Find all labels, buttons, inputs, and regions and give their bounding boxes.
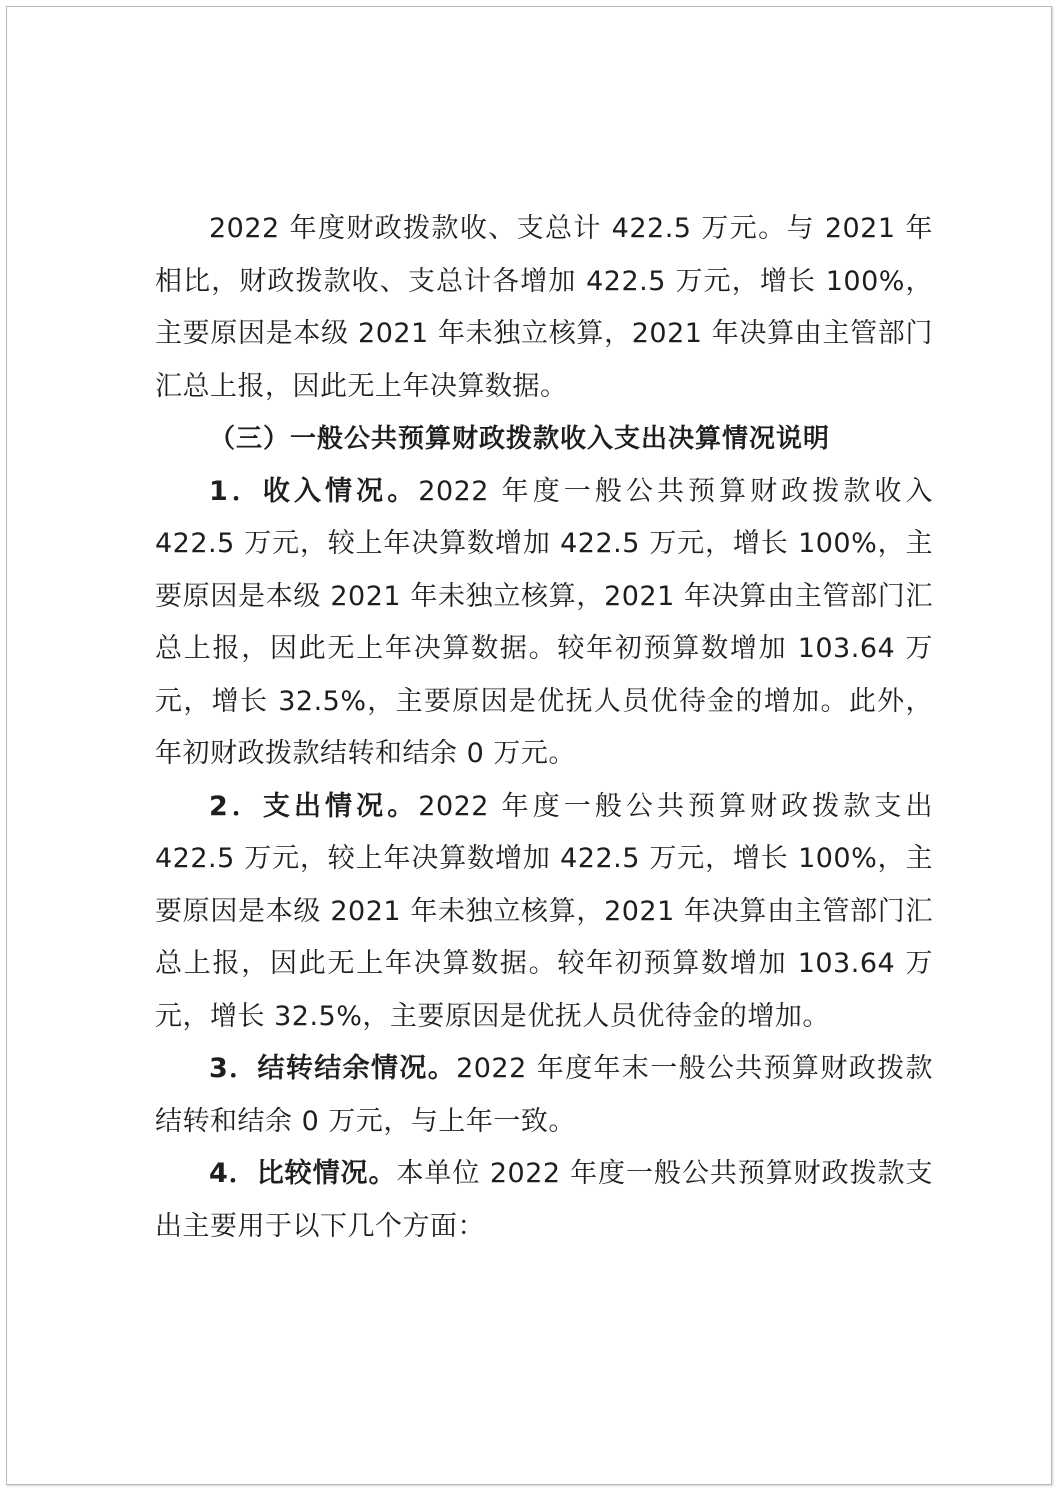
item-expenditure xyxy=(155,781,933,1044)
item-carryover xyxy=(155,1043,933,1148)
item-income-text: 2022 年度一般公共预算财政拨款收入 422.5 万元，较上年决算数增加 422.5 万元，增长 100%，主要原因是本级 2021 年未独立核算，2021 年决算由主管部门汇总上报，因此无上年决算数据。较年初预算数增加 103.64 万元，增长 32.5%，主要原因是优抚人员优待金的增加。此外，年初财政拨款结转和结余 0 万元。 xyxy=(155,475,933,769)
page xyxy=(6,6,1052,1485)
document-body xyxy=(155,203,933,1253)
summary-text: 2022 年度财政拨款收、支总计 422.5 万元。与 2021 年相比，财政拨款收、支总计各增加 422.5 万元，增长 100%，主要原因是本级 2021 年未独立核算，2021 年决算由主管部门汇总上报，因此无上年决算数据。 xyxy=(155,213,933,402)
item-carryover-lead: 3．结转结余情况。 xyxy=(209,1053,457,1084)
summary-paragraph xyxy=(155,203,933,413)
item-income xyxy=(155,466,933,781)
item-expenditure-lead: 2．支出情况。 xyxy=(209,790,419,822)
item-comparison xyxy=(155,1148,933,1253)
item-income-lead: 1．收入情况。 xyxy=(209,475,419,507)
item-carryover-text: 2022 年度年末一般公共预算财政拨款结转和结余 0 万元，与上年一致。 xyxy=(155,1053,933,1137)
item-expenditure-text: 2022 年度一般公共预算财政拨款支出 422.5 万元，较上年决算数增加 422.5 万元，增长 100%，主要原因是本级 2021 年未独立核算，2021 年决算由主管部门汇总上报，因此无上年决算数据。较年初预算数增加 103.64 万元，增长 32.5%，主要原因是优抚人员优待金的增加。 xyxy=(155,790,933,1032)
item-comparison-text: 本单位 2022 年度一般公共预算财政拨款支出主要用于以下几个方面： xyxy=(155,1158,933,1242)
section-heading: （三）一般公共预算财政拨款收入支出决算情况说明 xyxy=(209,424,831,454)
item-comparison-lead: 4．比较情况。 xyxy=(209,1158,397,1189)
